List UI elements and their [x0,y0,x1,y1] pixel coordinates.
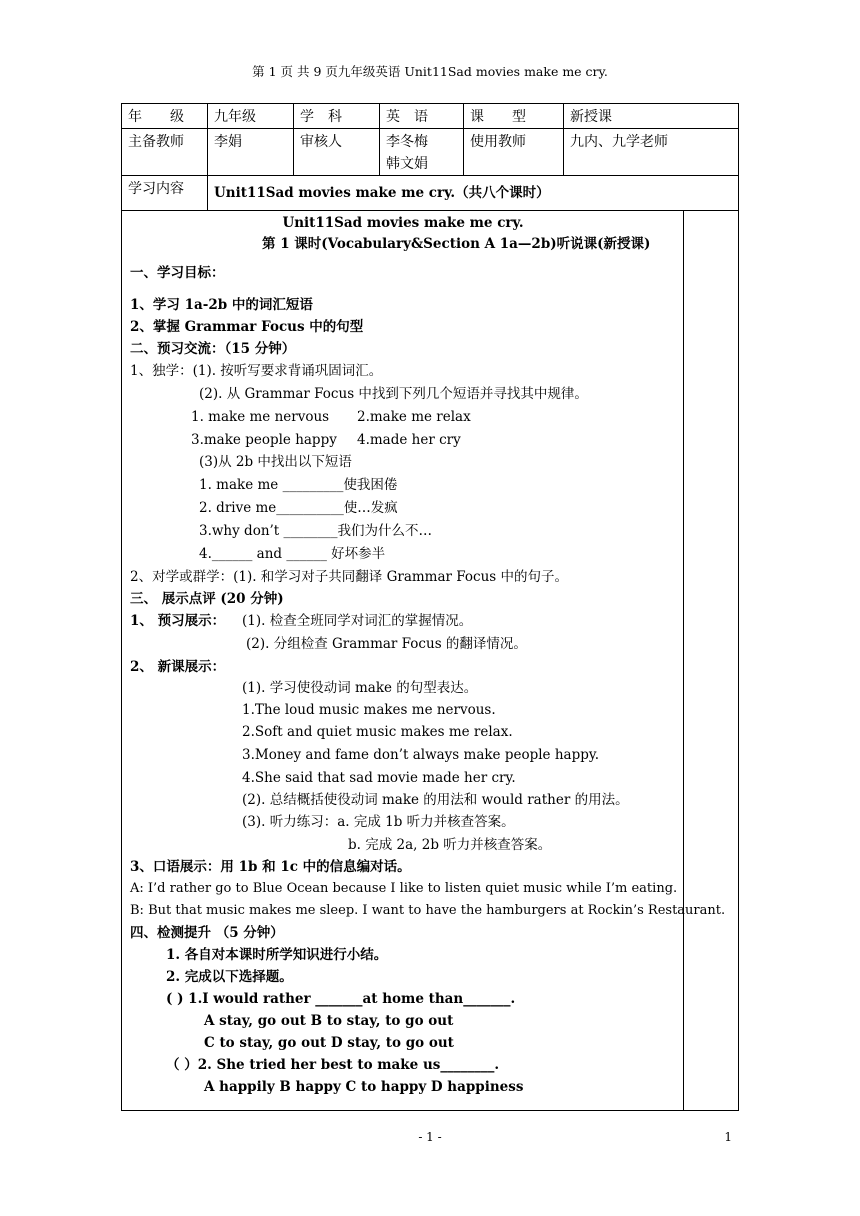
text-line: 1. make me nervous [191,409,330,425]
question-2: （ ）2. She tried her best to make us________. [166,1057,500,1073]
side-column [684,211,738,1110]
dialogue-line-b: B: But that music makes me sleep. I want to have the hamburgers at Rockin’s Restaurant. [130,903,726,918]
text-line: 1、学习 1a-2b 中的词汇短语 [130,297,313,313]
info-row-1 [122,104,738,129]
text-line: 2、 新课展示： [130,659,226,675]
teacher-label: 主备教师 [122,129,208,175]
text-line: 2、对学或群学：(1). 和学习对子共同翻译 Grammar Focus 中的句子。 [130,569,568,585]
text-line: (2). 总结概括使役动词 make 的用法和 would rather 的用法。 [242,792,629,808]
grade-value: 九年级 [208,104,294,128]
text-line: 1、独学：(1). 按听写要求背诵巩固词汇。 [130,363,383,379]
text-line: 3、口语展示：用 1b 和 1c 中的信息编对话。 [130,859,411,875]
text-line: 3.why don’t ________我们为什么不… [199,523,433,539]
section-heading: 二、预习交流：（15 分钟） [130,341,296,357]
text-line: 2. drive me__________使…发疯 [199,500,398,516]
text-line: (1). 检查全班同学对词汇的掌握情况。 [242,613,473,629]
question-1-options: C to stay, go out D stay, to go out [204,1035,454,1051]
reviewer-1: 李冬梅 [386,134,428,150]
text-line: 4.made her cry [357,432,461,448]
section-heading: 一、学习目标： [130,265,225,281]
text-line: (3)从 2b 中找出以下短语 [199,454,352,470]
text-line: b. 完成 2a, 2b 听力并核查答案。 [348,837,552,853]
text-line: 3.make people happy [191,432,337,448]
text-line: 2.Soft and quiet music makes me relax. [242,724,513,740]
user-value: 九内、九学老师 [570,134,668,150]
lesson-body-row [122,211,738,1110]
lesson-table [121,103,739,1111]
text-line: 1、 预习展示： [130,613,226,629]
text-line: (1). 学习使役动词 make 的句型表达。 [242,680,478,696]
text-line: 2.make me relax [357,409,471,425]
page-number: 1 [724,1130,732,1144]
reviewer-label: 审核人 [294,129,380,175]
reviewer-2: 韩文娟 [386,156,428,172]
info-row-3 [122,176,738,211]
text-line: 2、掌握 Grammar Focus 中的句型 [130,319,364,335]
lesson-subtitle: 第 1 课时(Vocabulary&Section A 1a—2b)听说课(新授课) [262,236,651,252]
teacher-value: 李娟 [208,129,294,175]
text-line: 4.______ and ______ 好坏参半 [199,546,386,562]
text-line: (2). 分组检查 Grammar Focus 的翻译情况。 [246,636,527,652]
text-line: (3). 听力练习：a. 完成 1b 听力并核查答案。 [242,814,515,830]
info-row-2 [122,129,738,176]
page-footer: - 1 - [418,1130,442,1144]
content-label: 学习内容 [122,176,208,210]
text-line: 1. 各自对本课时所学知识进行小结。 [166,947,388,963]
text-line: 1.The loud music makes me nervous. [242,702,496,718]
question-1-options: A stay, go out B to stay, to go out [204,1013,454,1029]
subject-label: 学 科 [294,104,380,128]
page-header: 第 1 页 共 9 页九年级英语 Unit11Sad movies make me cry. [252,64,608,79]
type-value: 新授课 [570,109,612,125]
grade-label: 年 级 [122,104,208,128]
text-line: (2). 从 Grammar Focus 中找到下列几个短语并寻找其中规律。 [199,386,588,402]
lesson-content [122,211,726,1110]
text-line: 3.Money and fame don’t always make people happy. [242,747,599,763]
reviewer-value [380,129,464,175]
text-line: 2. 完成以下选择题。 [166,969,293,985]
dialogue-line-a: A: I’d rather go to Blue Ocean because I like to listen quiet music while I’m eating. [130,881,678,896]
question-2-options: A happily B happy C to happy D happiness [204,1079,524,1095]
user-label: 使用教师 [464,129,564,175]
content-value: Unit11Sad movies make me cry.（共八个课时） [214,185,550,201]
section-heading: 四、检测提升 （5 分钟） [130,925,284,941]
subject-value: 英 语 [380,104,464,128]
type-label: 课 型 [464,104,564,128]
section-heading: 三、 展示点评 (20 分钟) [130,591,284,607]
lesson-title: Unit11Sad movies make me cry. [282,215,524,231]
text-line: 1. make me _________使我困倦 [199,477,398,493]
question-1: ( ) 1.I would rather _______at home than_______. [166,991,516,1007]
text-line: 4.She said that sad movie made her cry. [242,770,516,786]
